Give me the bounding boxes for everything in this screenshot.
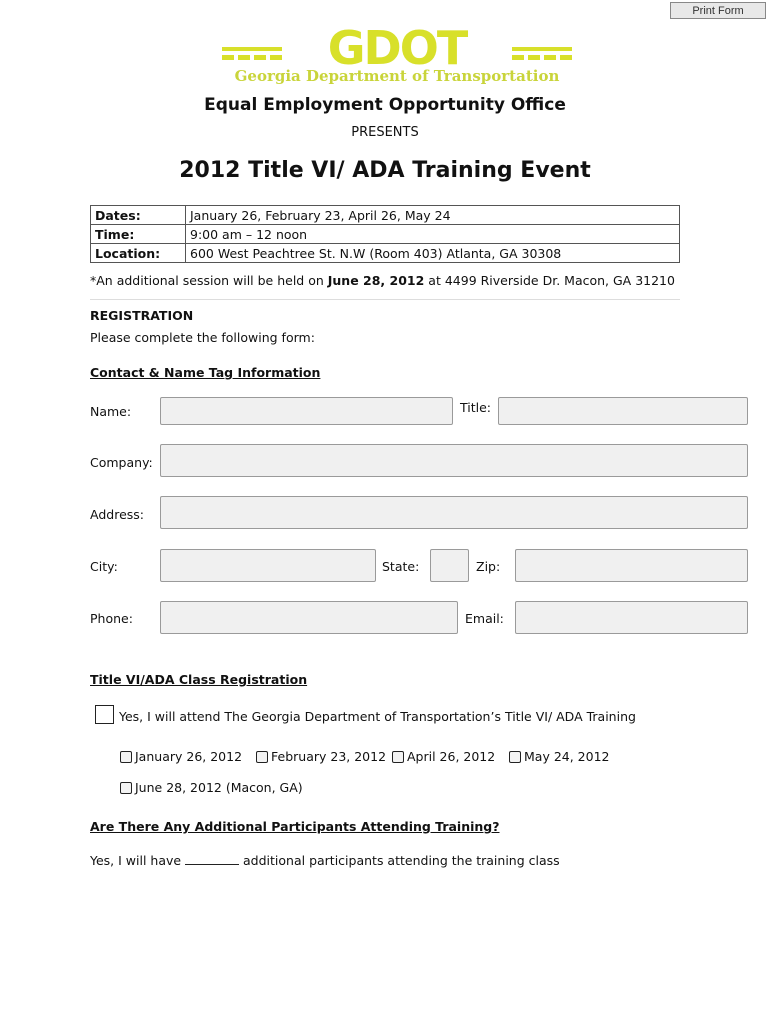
presents-text: PRESENTS (351, 125, 419, 140)
zip-label: Zip: (476, 559, 501, 574)
divider (90, 299, 680, 300)
date-label-jan26: January 26, 2012 (135, 749, 243, 764)
title-field[interactable] (498, 397, 748, 425)
location-value: 600 West Peachtree St. N.W (Room 403) Atlanta, GA 30308 (186, 244, 680, 263)
print-form-button[interactable]: Print Form (670, 2, 766, 19)
phone-label: Phone: (90, 611, 133, 626)
title-label: Title: (460, 400, 491, 415)
city-field[interactable] (160, 549, 376, 582)
logo-agency-name: Georgia Department of Transportation (234, 67, 560, 85)
attend-checkbox[interactable] (95, 705, 114, 724)
time-value: 9:00 am – 12 noon (186, 225, 680, 244)
class-registration-heading: Title VI/ADA Class Registration (90, 672, 308, 687)
company-label: Company: (90, 455, 153, 470)
state-field[interactable] (430, 549, 469, 582)
date-label-feb23: February 23, 2012 (271, 749, 387, 764)
event-title: 2012 Title VI/ ADA Training Event (179, 158, 591, 183)
name-field[interactable] (160, 397, 453, 425)
additional-session-note: *An additional session will be held on June 28, 2012 at 4499 Riverside Dr. Macon, GA 31210 (90, 273, 675, 288)
date-checkbox-jan26[interactable] (120, 751, 132, 763)
dates-value: January 26, February 23, April 26, May 24 (186, 206, 680, 225)
zip-field[interactable] (515, 549, 748, 582)
date-checkbox-jun28[interactable] (120, 782, 132, 794)
date-label-jun28: June 28, 2012 (Macon, GA) (135, 780, 303, 795)
date-label-apr26: April 26, 2012 (407, 749, 496, 764)
phone-field[interactable] (160, 601, 458, 634)
logo-letters: GDOT (327, 24, 467, 75)
attend-label: Yes, I will attend The Georgia Department of Transportation’s Title VI/ ADA Training (119, 709, 636, 724)
registration-instruction: Please complete the following form: (90, 330, 315, 345)
time-label: Time: (91, 225, 186, 244)
dates-label: Dates: (91, 206, 186, 225)
name-label: Name: (90, 404, 132, 419)
address-field[interactable] (160, 496, 748, 529)
table-row (91, 206, 680, 225)
state-label: State: (382, 559, 420, 574)
event-info-table (90, 205, 680, 263)
email-field[interactable] (515, 601, 748, 634)
company-field[interactable] (160, 444, 748, 477)
contact-heading: Contact & Name Tag Information (90, 365, 321, 380)
email-label: Email: (465, 611, 504, 626)
date-label-may24: May 24, 2012 (524, 749, 610, 764)
additional-participants-line: Yes, I will have additional participants attending the training class (90, 853, 560, 868)
registration-heading: REGISTRATION (90, 308, 194, 323)
city-label: City: (90, 559, 118, 574)
participants-count-blank[interactable] (185, 853, 239, 865)
table-row (91, 225, 680, 244)
office-heading: Equal Employment Opportunity Office (204, 95, 566, 115)
table-row (91, 244, 680, 263)
date-checkbox-apr26[interactable] (392, 751, 404, 763)
address-label: Address: (90, 507, 144, 522)
date-checkbox-feb23[interactable] (256, 751, 268, 763)
date-checkbox-may24[interactable] (509, 751, 521, 763)
additional-participants-heading: Are There Any Additional Participants Attending Training? (90, 819, 500, 834)
location-label: Location: (91, 244, 186, 263)
